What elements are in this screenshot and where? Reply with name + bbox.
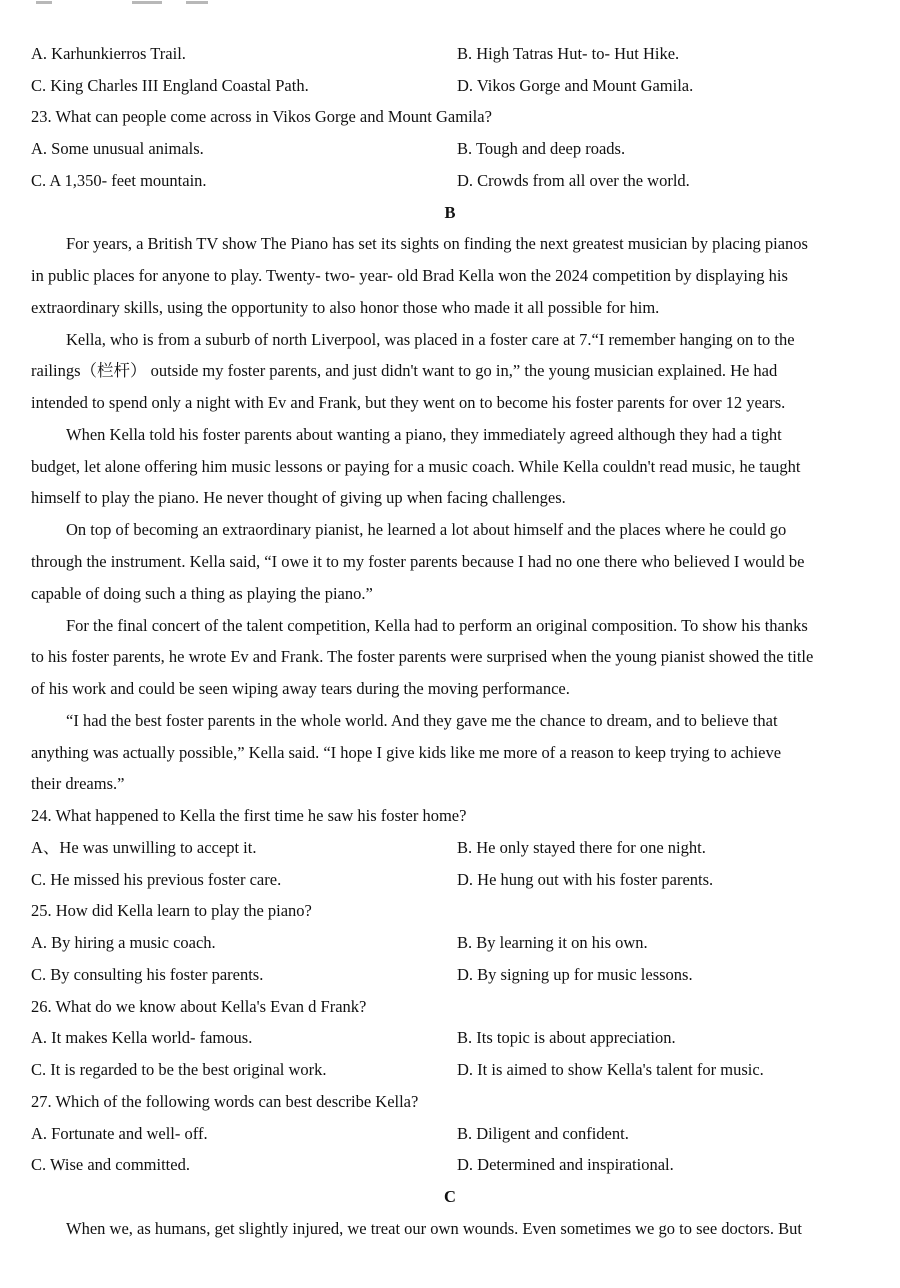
q23-option-a[interactable]: A. Some unusual animals. bbox=[31, 139, 204, 158]
q26-option-b[interactable]: B. Its topic is about appreciation. bbox=[457, 1028, 676, 1047]
passage-b-p6-line1: “I had the best foster parents in the whole world. And they gave me the chance to dream, and to believe that bbox=[66, 711, 778, 730]
q24-option-b[interactable]: B. He only stayed there for one night. bbox=[457, 838, 706, 857]
q25-option-d[interactable]: D. By signing up for music lessons. bbox=[457, 965, 693, 984]
passage-b-p4-line1: On top of becoming an extraordinary pianist, he learned a lot about himself and the places where he could go bbox=[66, 520, 787, 539]
q24-option-d[interactable]: D. He hung out with his foster parents. bbox=[457, 870, 714, 889]
q27-question: 27. Which of the following words can best describe Kella? bbox=[31, 1092, 419, 1111]
section-b-heading: B bbox=[444, 203, 456, 222]
q23-question: 23. What can people come across in Vikos Gorge and Mount Gamila? bbox=[31, 107, 492, 126]
passage-b-p3-line2: budget, let alone offering him music lessons or paying for a music coach. While Kella couldn't read music, he taught bbox=[31, 457, 801, 476]
q24-question: 24. What happened to Kella the first time he saw his foster home? bbox=[31, 806, 467, 825]
q27-option-a[interactable]: A. Fortunate and well- off. bbox=[31, 1124, 208, 1143]
q25-question: 25. How did Kella learn to play the piano? bbox=[31, 901, 312, 920]
passage-b-p4-line3: capable of doing such a thing as playing the piano.” bbox=[31, 584, 373, 603]
section-c-heading: C bbox=[444, 1187, 456, 1206]
q25-option-a[interactable]: A. By hiring a music coach. bbox=[31, 933, 216, 952]
q23-option-c[interactable]: C. A 1,350- feet mountain. bbox=[31, 171, 207, 190]
q25-option-b[interactable]: B. By learning it on his own. bbox=[457, 933, 648, 952]
q22-option-b[interactable]: B. High Tatras Hut- to- Hut Hike. bbox=[457, 44, 680, 63]
q27-option-b[interactable]: B. Diligent and confident. bbox=[457, 1124, 629, 1143]
passage-b-p1-line2: in public places for anyone to play. Twenty- two- year- old Brad Kella won the 2024 competition by displaying his bbox=[31, 266, 788, 285]
q22-option-a[interactable]: A. Karhunkierros Trail. bbox=[31, 44, 186, 63]
passage-b-p2-line2: railings（栏杆） outside my foster parents, and just didn't want to go in,” the young musician explained. He had bbox=[31, 361, 778, 380]
q26-option-c[interactable]: C. It is regarded to be the best original work. bbox=[31, 1060, 327, 1079]
passage-b-p6-line2: anything was actually possible,” Kella said. “I hope I give kids like me more of a reason to keep trying to achieve bbox=[31, 743, 782, 762]
passage-b-p2-line3: intended to spend only a night with Ev and Frank, but they went on to become his foster parents for over 12 years. bbox=[31, 393, 786, 412]
passage-b-p1-line3: extraordinary skills, using the opportunity to also honor those who made it all possible for him. bbox=[31, 298, 660, 317]
q27-option-c[interactable]: C. Wise and committed. bbox=[31, 1155, 190, 1174]
q22-option-c[interactable]: C. King Charles III England Coastal Path. bbox=[31, 76, 309, 95]
passage-b-p3-line3: himself to play the piano. He never thought of giving up when facing challenges. bbox=[31, 488, 566, 507]
q24-option-c[interactable]: C. He missed his previous foster care. bbox=[31, 870, 282, 889]
q27-option-d[interactable]: D. Determined and inspirational. bbox=[457, 1155, 674, 1174]
passage-c-p1-line1: When we, as humans, get slightly injured, we treat our own wounds. Even sometimes we go to see doctors. But bbox=[66, 1219, 802, 1238]
passage-b-p5-line2: to his foster parents, he wrote Ev and Frank. The foster parents were surprised when the young pianist showed the title bbox=[31, 647, 814, 666]
q23-option-d[interactable]: D. Crowds from all over the world. bbox=[457, 171, 690, 190]
q24-option-a[interactable]: A、He was unwilling to accept it. bbox=[31, 838, 257, 857]
passage-b-p2-line1: Kella, who is from a suburb of north Liverpool, was placed in a foster care at 7.“I remember hanging on to the bbox=[66, 330, 795, 349]
passage-b-p1-line1: For years, a British TV show The Piano has set its sights on finding the next greatest musician by placing pianos bbox=[66, 234, 808, 253]
q26-option-d[interactable]: D. It is aimed to show Kella's talent for music. bbox=[457, 1060, 764, 1079]
q23-option-b[interactable]: B. Tough and deep roads. bbox=[457, 139, 626, 158]
passage-b-p5-line1: For the final concert of the talent competition, Kella had to perform an original composition. To show his thanks bbox=[66, 616, 808, 635]
cropped-header-remnant bbox=[36, 0, 226, 6]
passage-b-p4-line2: through the instrument. Kella said, “I owe it to my foster parents because I had no one there who believed I would be bbox=[31, 552, 805, 571]
passage-b-p5-line3: of his work and could be seen wiping away tears during the moving performance. bbox=[31, 679, 570, 698]
passage-b-p6-line3: their dreams.” bbox=[31, 774, 125, 793]
passage-b-p3-line1: When Kella told his foster parents about wanting a piano, they immediately agreed although they had a tight bbox=[66, 425, 782, 444]
q22-option-d[interactable]: D. Vikos Gorge and Mount Gamila. bbox=[457, 76, 694, 95]
q26-option-a[interactable]: A. It makes Kella world- famous. bbox=[31, 1028, 253, 1047]
q26-question: 26. What do we know about Kella's Evan d Frank? bbox=[31, 997, 367, 1016]
q25-option-c[interactable]: C. By consulting his foster parents. bbox=[31, 965, 264, 984]
